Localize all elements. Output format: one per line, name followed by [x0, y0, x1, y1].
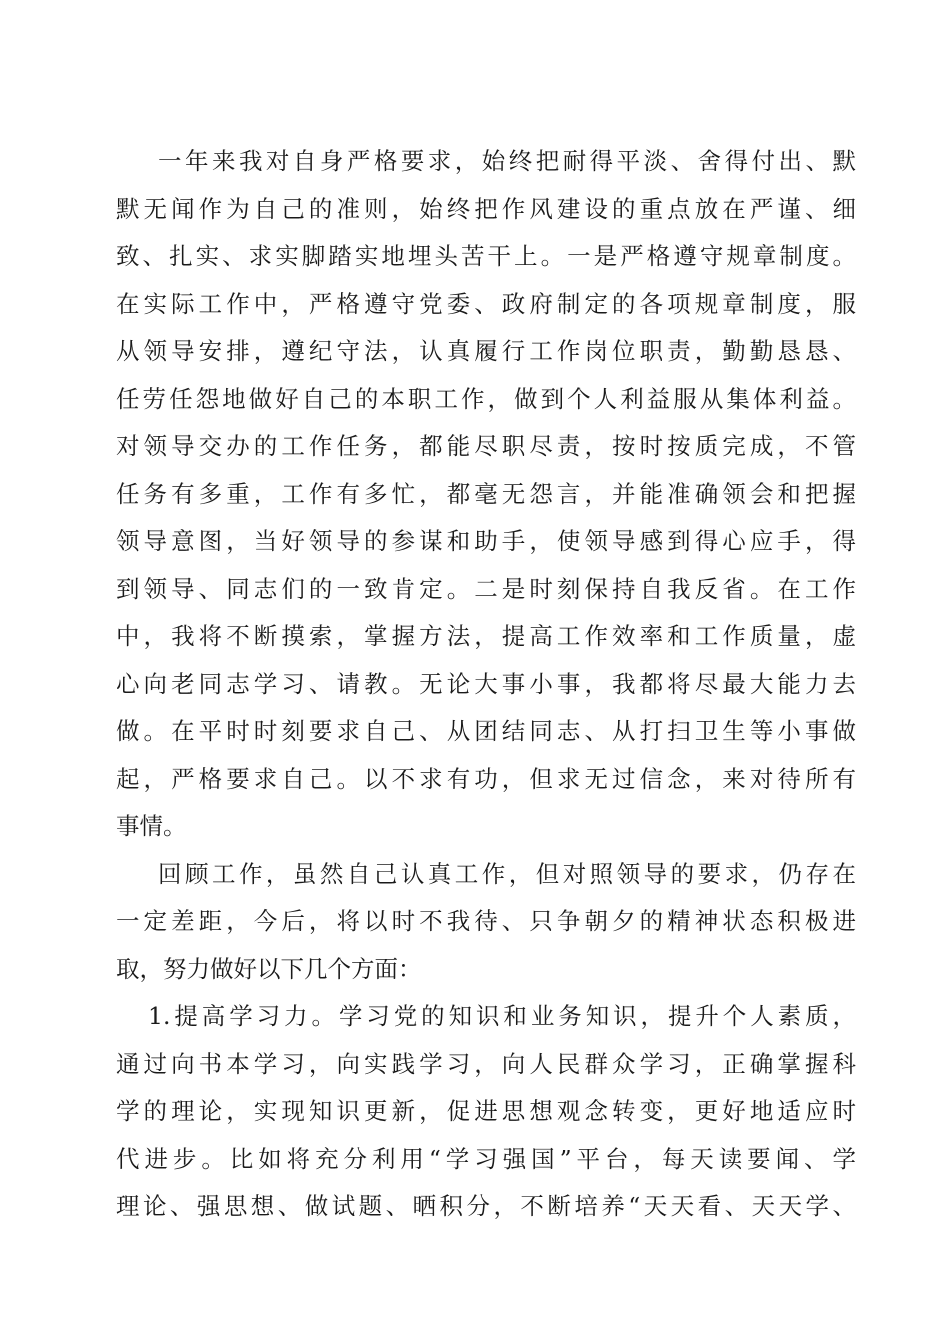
text-line: 在实际工作中，严格遵守党委、政府制定的各项规章制度，服 [116, 289, 856, 318]
paragraph-item-1 [116, 993, 856, 1231]
text-line: 做。在平时时刻要求自己、从团结同志、从打扫卫生等小事做 [116, 717, 856, 745]
text-line: 领导意图，当好领导的参谋和助手，使领导感到得心应手，得 [116, 527, 856, 555]
text-line: 任务有多重，工作有多忙，都毫无怨言，并能准确领会和把握 [116, 479, 856, 508]
text-line: 任劳任怨地做好自己的本职工作，做到个人利益服从集体利益。 [116, 384, 856, 413]
text-line: 心向老同志学习、请教。无论大事小事，我都将尽最大能力去 [116, 669, 856, 698]
text-line: 起，严格要求自己。以不求有功，但求无过信念，来对待所有 [116, 764, 856, 793]
text-line: 代进步。比如将充分利用“学习强国”平台，每天读要闻、学 [116, 1144, 856, 1173]
text-line: 回顾工作，虽然自己认真工作，但对照领导的要求，仍存在 [158, 859, 856, 888]
text-line: 取，努力做好以下几个方面： [116, 954, 422, 983]
text-line: 事情。 [116, 812, 187, 840]
text-line: 一定差距，今后，将以时不我待、只争朝夕的精神状态积极进 [116, 907, 856, 935]
paragraph-review [116, 851, 856, 994]
text-line: 一年来我对自身严格要求，始终把耐得平淡、舍得付出、默 [158, 147, 856, 175]
text-line: 对领导交办的工作任务，都能尽职尽责，按时按质完成，不管 [116, 432, 856, 460]
paragraph-work-style [116, 138, 856, 851]
text-line: 通过向书本学习，向实践学习，向人民群众学习，正确掌握科 [116, 1049, 856, 1078]
text-line: 默无闻作为自己的准则，始终把作风建设的重点放在严谨、细 [116, 194, 856, 223]
text-line: 学的理论，实现知识更新，促进思想观念转变，更好地适应时 [116, 1097, 856, 1125]
text-line: 从领导安排，遵纪守法，认真履行工作岗位职责，勤勤恳恳、 [116, 337, 856, 365]
text-line: 致、扎实、求实脚踏实地埋头苦干上。一是严格遵守规章制度。 [116, 242, 856, 270]
text-line: 理论、强思想、做试题、晒积分，不断培养“天天看、天天学、 [116, 1192, 856, 1220]
text-line: 1.提高学习力。学习党的知识和业务知识，提升个人素质， [148, 1002, 856, 1030]
text-line: 到领导、同志们的一致肯定。二是时刻保持自我反省。在工作 [116, 574, 856, 603]
document-body [116, 138, 856, 1231]
text-line: 中，我将不断摸索，掌握方法，提高工作效率和工作质量，虚 [116, 622, 856, 650]
